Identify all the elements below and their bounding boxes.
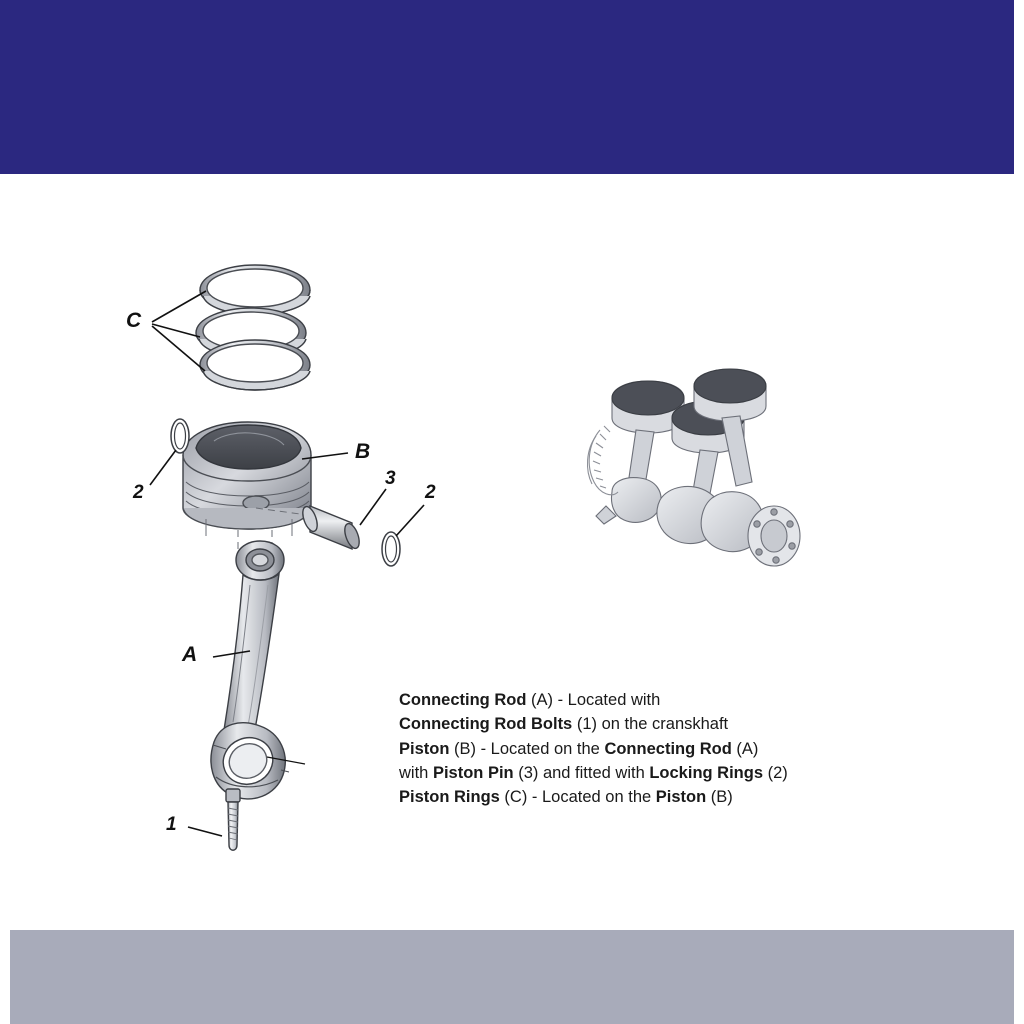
caption-line-3	[399, 737, 869, 761]
caption-text-3a: (B) - Located on the	[449, 739, 605, 758]
caption-term-piston: Piston	[399, 739, 450, 758]
caption-line-4	[399, 761, 869, 785]
callout-label-1: 1	[166, 814, 177, 835]
locking-ring-left	[171, 419, 189, 453]
caption-term-piston-rings: Piston Rings	[399, 788, 500, 807]
caption-line-1	[399, 688, 869, 712]
bottom-left-margin	[0, 930, 10, 1024]
callout-label-b: B	[355, 440, 371, 463]
callout-label-2-right: 2	[425, 482, 436, 503]
caption-line-2	[399, 712, 869, 736]
caption-text-4a: with	[399, 763, 433, 782]
caption-term-connecting-rod-2: Connecting Rod	[604, 739, 732, 758]
caption-text-3b: (A)	[731, 739, 759, 758]
callout-label-3: 3	[385, 468, 396, 489]
caption-block	[399, 688, 869, 809]
piston-pin-group	[300, 505, 362, 551]
caption-text-4c: (2)	[763, 763, 788, 782]
caption-term-locking-rings: Locking Rings	[649, 763, 764, 782]
caption-term-piston-pin: Piston Pin	[432, 763, 514, 782]
caption-line-5	[399, 785, 869, 809]
connecting-rod-bolt	[226, 789, 240, 850]
callout-label-2-left: 2	[133, 482, 144, 503]
caption-text-5b: (B)	[706, 788, 733, 807]
crankshaft-assembly-inset	[587, 369, 800, 566]
caption-text-5a: (C) - Located on the	[499, 788, 656, 807]
locking-ring-right	[382, 532, 400, 566]
callout-label-a: A	[182, 643, 198, 666]
right-margin	[1014, 0, 1024, 1024]
piston-rings-group	[196, 265, 310, 390]
caption-term-piston-2: Piston	[655, 788, 707, 807]
connecting-rod-group	[211, 541, 289, 799]
bottom-color-band	[10, 930, 1024, 1024]
caption-text-4b: (3) and fitted with	[513, 763, 650, 782]
caption-text-1: (A) - Located with	[526, 691, 661, 709]
caption-term-connecting-rod-bolts: Connecting Rod Bolts	[399, 715, 573, 734]
caption-term-connecting-rod: Connecting Rod	[399, 691, 527, 709]
caption-text-2: (1) on the cranskhaft	[572, 715, 729, 734]
callout-label-c: C	[126, 309, 142, 332]
piston-group	[183, 422, 311, 536]
